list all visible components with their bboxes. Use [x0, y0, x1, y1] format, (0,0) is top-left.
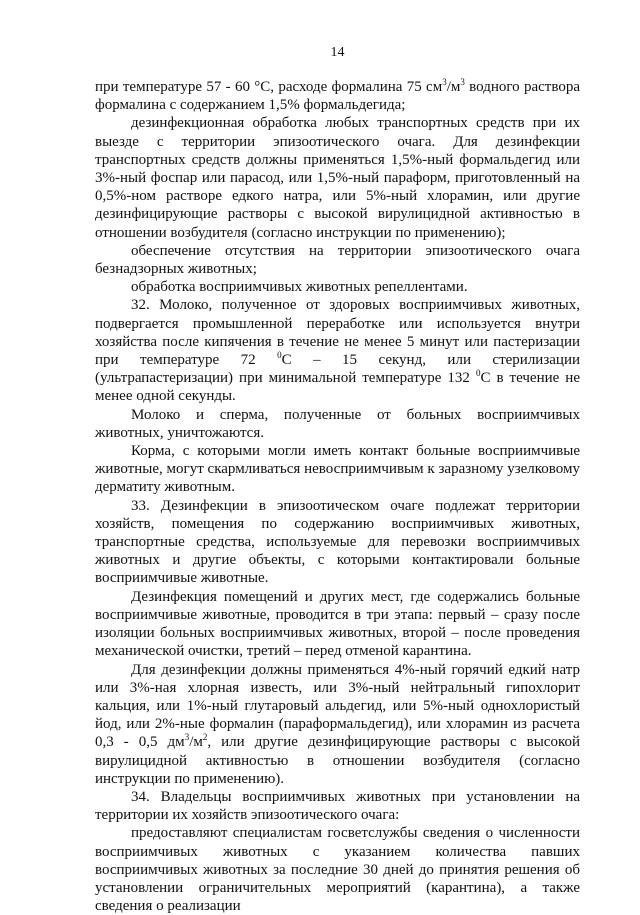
paragraph — [95, 661, 580, 788]
paragraph-text: водного раствора формалина с содержанием 1,5% формальдегида; — [95, 79, 580, 114]
paragraph — [95, 588, 580, 661]
superscript: 3 — [460, 77, 465, 87]
paragraph-text: Дезинфекция помещений и других мест, где содержались больные восприимчивые животные, проводится в три этапа: первый – сразу после изоляции больных восприимчивых животных, второй – после проведения механической очистки, третий – перед отменой карантина. — [95, 588, 580, 660]
paragraph-text: дезинфекционная обработка любых транспортных средств при их выезде с территории эпизоотического очага. Для дезинфекции транспортных средств должны применяться 1,5%-ный формальдегид или 3%-ный фоспар или парасод, или 1,5%-ный параформ, приготовленный на 0,5%-ном растворе едкого натра, или 5%-ный хлорамин, или другие дезинфицирующие растворы с высокой вирулицидной активностью в отношении возбудителя (согласно инструкции по применению); — [95, 115, 580, 241]
paragraph-text: 34. Владельцы восприимчивых животных при установлении на территории их хозяйств эпизоотического очага: — [95, 788, 580, 824]
paragraph — [95, 278, 580, 296]
superscript: 0 — [277, 350, 282, 361]
paragraph-text: при температуре 57 - 60 °С, расходе формалина 75 см — [95, 79, 443, 95]
superscript: 0 — [475, 368, 481, 379]
page-number: 14 — [330, 45, 345, 60]
paragraph-text: обеспечение отсутствия на территории эпизоотического очага безнадзорных животных; — [95, 242, 580, 278]
superscript: 3 — [442, 77, 447, 87]
paragraph — [95, 406, 580, 442]
paragraph-text: /м — [446, 79, 461, 95]
paragraph-text: Молоко и сперма, полученные от больных восприимчивых животных, уничтожаются. — [95, 406, 580, 441]
paragraph-text: 33. Дезинфекции в эпизоотическом очаге подлежат территории хозяйств, помещения по содержанию восприимчивых животных, транспортные средства, используемые для перевозки восприимчивых животных и другие объекты, с которыми контактировали больные восприимчивые животные. — [95, 497, 580, 587]
paragraph-text: Для дезинфекции должны применяться 4%-ный горячий едкий натр или 3%-ная хлорная известь, или 3%-ный нейтральный гипохлорит кальция, или 1%-ный глутаровый альдегид, или 5%-ный однохлористый йод, или 2%-ные формалин (параформальдегид), или хлорамин из расчета 0,3 - 0,5 дм — [95, 661, 580, 751]
paragraph — [95, 497, 580, 588]
paragraph-text: Корма, с которыми могли иметь контакт больные восприимчивые животные, могут скармливаться невосприимчивым к заразному узелковому дерматиту животным. — [95, 443, 580, 496]
paragraph-text: С – 15 секунд, или стерилизации (ультрапастеризации) при минимальной температуре 132 — [95, 352, 580, 387]
paragraph-text: предоставляют специалистам госветслужбы сведения о численности восприимчивых животных с указанием количества павших восприимчивых животных за последние 30 дней до принятия решения об установлении ограничительных мероприятий (карантина), а также сведения о реализации — [95, 825, 580, 915]
paragraph — [95, 242, 580, 278]
paragraph-text: обработка восприимчивых животных репеллентами. — [131, 279, 468, 296]
paragraph — [95, 824, 580, 915]
paragraph-text: 32. Молоко, полученное от здоровых восприимчивых животных, подвергается промышленной переработке или используется внутри хозяйства после кипячения в течение не менее 5 минут или пастеризации при температуре 72 — [95, 297, 580, 369]
superscript: 3 — [184, 732, 190, 743]
paragraph — [95, 78, 580, 114]
document-body — [95, 78, 580, 915]
paragraph — [95, 114, 580, 241]
paragraph — [95, 296, 580, 405]
paragraph-text: , или другие дезинфицирующие растворы с высокой вирулицидной активностью в отношении возбудителя (согласно инструкции по применению). — [95, 734, 580, 787]
paragraph-text: С в течение не менее одной секунды. — [95, 370, 580, 405]
paragraph — [95, 788, 580, 824]
paragraph-text: /м — [189, 734, 203, 751]
superscript: 2 — [202, 732, 208, 743]
paragraph — [95, 442, 580, 497]
